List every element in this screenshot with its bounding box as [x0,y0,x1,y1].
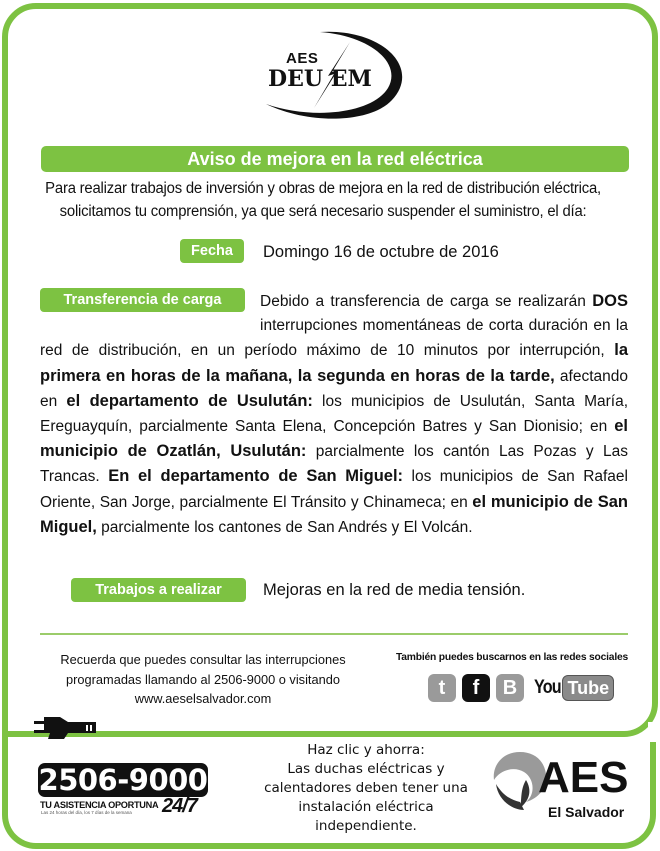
body-text: afectando en [40,367,628,410]
body-text: parcialmente los cantón Las Pozas y Las Trancas. [40,443,629,486]
body-bold: el municipio de San Miguel, [40,492,628,536]
youtube-you: You [534,677,561,698]
body-bold: En el departamento de San Miguel: [108,467,404,486]
body-bold: DOS [592,292,628,310]
logo-deusem-text: DEU EM [268,66,372,92]
body-text: los municipios de San Rafael Oriente, San Jorge, parcialmente El Tránsito y Chinameca; en [40,468,628,511]
notice-body [40,289,628,540]
promo-text[interactable] [236,741,496,836]
body-text: Debido a transferencia de carga se realizarán [260,293,593,310]
consult-line: programadas llamando al 2506-9000 o visitando [66,671,340,687]
promo-line: instalación eléctrica [298,799,434,815]
fecha-label: Fecha [180,239,244,263]
trabajos-label: Trabajos a realizar [71,578,246,602]
promo-line: Las duchas eléctricas y [287,761,445,777]
website-link[interactable]: www.aeselsalvador.com [134,691,272,706]
twitter-icon[interactable]: t [428,674,456,702]
social-label: También puedes buscarnos en las redes sociales [395,652,629,663]
consult-info [36,650,370,709]
body-bold: la primera en horas de la mañana, la segunda en horas de la tarde, [40,341,628,385]
body-text: interrupciones momentáneas de corta duración en la red de distribución, en un período máximo de 10 minutos por interrupción, [40,317,628,360]
youtube-icon[interactable] [534,675,614,701]
deusem-logo [262,28,412,126]
trabajos-value: Mejoras en la red de media tensión. [263,581,526,599]
social-links [428,674,614,702]
promo-line: calentadores deben tener una [264,780,468,796]
youtube-tube: Tube [562,675,614,701]
notice-intro: Para realizar trabajos de inversión y obras de mejora en la red de distribución eléctrica, solicitamos tu comprensión, ya que será necesario suspender el suministro, el día: [45,180,601,220]
promo-line: independiente. [315,818,417,834]
aes-el-salvador-logo [490,748,630,828]
phone-number-badge[interactable]: 2506-9000 [38,763,208,797]
facebook-icon[interactable]: f [462,674,490,702]
body-bold: el municipio de Ozatlán, Usulután: [40,417,628,461]
body-text: parcialmente los cantones de San Andrés y El Volcán. [96,518,473,536]
blogger-icon[interactable]: B [496,674,524,702]
promo-line: Haz clic y ahorra: [307,742,425,758]
section-divider [40,633,628,635]
transferencia-label: Transferencia de carga [40,288,245,312]
frame-gap [648,722,658,742]
fecha-value: Domingo 16 de octubre de 2016 [263,243,499,261]
aes-subtitle: El Salvador [548,804,625,820]
consult-line: Recuerda que puedes consultar las interrupciones [60,652,346,667]
logo-aes-text: AES [286,50,319,67]
body-text: los municipios de Usulután, Santa María, Ereguayquín, parcialmente Santa Elena, Concepción Batres y San Dionisio; en [40,392,629,436]
notice-title: Aviso de mejora en la red eléctrica [41,146,629,172]
aes-letters: AES [538,753,629,802]
phone-tagline: TU ASISTENCIA OPORTUNA [40,800,159,810]
plug-icon [34,716,96,740]
phone-hours: Las 24 horas del día, los 7 días de la semana [41,810,132,815]
phone-247: 24/7 [162,795,197,817]
body-bold: el departamento de Usulután: [66,391,313,410]
